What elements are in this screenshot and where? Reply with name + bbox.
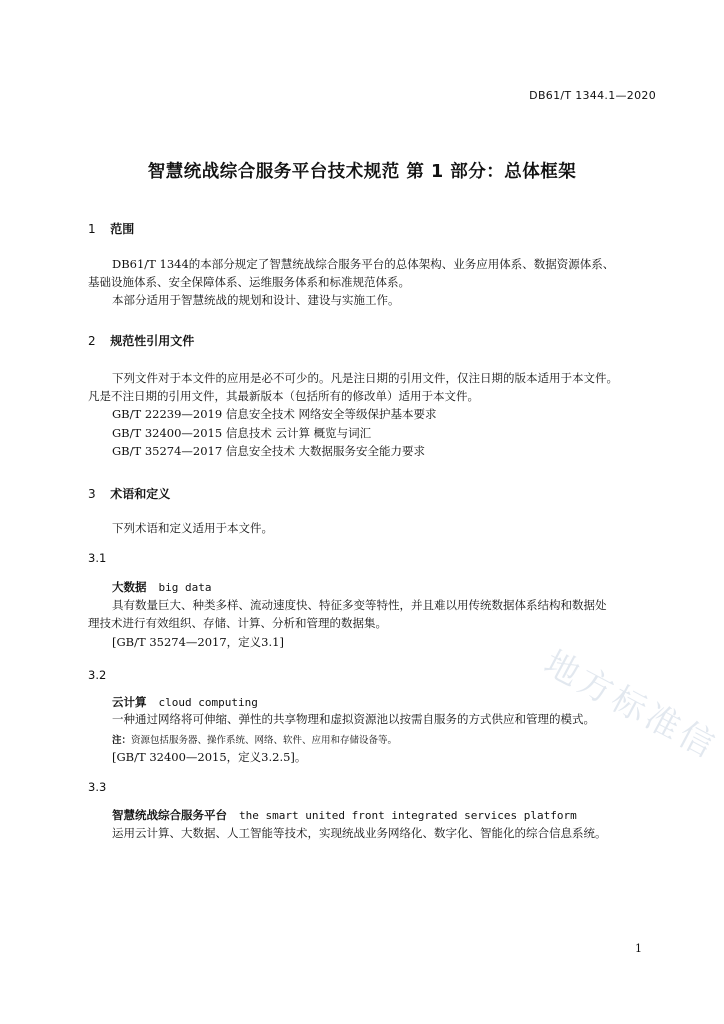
document-code: DB61/T 1344.1—2020 — [529, 89, 656, 102]
term-3-2-chinese: 云计算 — [112, 695, 147, 709]
term-3-1-definition-line-2: 理技术进行有效组织、存储、计算、分析和管理的数据集。 — [88, 616, 387, 630]
section-1-number: 1 — [88, 222, 96, 236]
section-2-number: 2 — [88, 334, 96, 348]
reference-item: GB/T 32400—2015 信息技术 云计算 概览与词汇 — [112, 426, 372, 440]
section-1-para-1-line-2: 基础设施体系、安全保障体系、运维服务体系和标准规范体系。 — [88, 275, 410, 289]
section-2-para-line-1: 下列文件对于本文件的应用是必不可少的。凡是注日期的引用文件，仅注日期的版本适用于本文件。 — [112, 371, 618, 385]
term-3-3-number: 3.3 — [88, 780, 107, 794]
section-3-intro: 下列术语和定义适用于本文件。 — [112, 521, 273, 535]
term-3-3-english: the smart united front integrated services platform — [239, 809, 577, 822]
term-3-2-name — [112, 694, 258, 710]
reference-item: GB/T 35274—2017 信息安全技术 大数据服务安全能力要求 — [112, 444, 425, 458]
term-3-2-note — [112, 732, 397, 746]
section-2-para-line-2: 凡是不注日期的引用文件，其最新版本（包括所有的修改单）适用于本文件。 — [88, 389, 479, 403]
term-3-3-chinese: 智慧统战综合服务平台 — [112, 808, 227, 822]
term-3-1-number: 3.1 — [88, 551, 107, 565]
section-1-title: 范围 — [110, 222, 135, 236]
section-1-para-1-line-1: DB61/T 1344的本部分规定了智慧统战综合服务平台的总体架构、业务应用体系、数据资源体系、 — [112, 257, 615, 271]
term-3-3-name — [112, 807, 577, 823]
term-3-1-english: big data — [158, 581, 212, 594]
note-text: 资源包括服务器、操作系统、网络、软件、应用和存储设备等。 — [131, 735, 398, 746]
term-3-1-chinese: 大数据 — [112, 580, 147, 594]
term-3-2-number: 3.2 — [88, 668, 107, 682]
term-3-2-definition: 一种通过网络将可伸缩、弹性的共享物理和虚拟资源池以按需自服务的方式供应和管理的模式。 — [112, 712, 595, 726]
section-2-heading — [88, 332, 194, 349]
term-3-1-name — [112, 579, 211, 595]
term-3-1-definition-line-1: 具有数量巨大、种类多样、流动速度快、特征多变等特性，并且难以用传统数据体系结构和数据处 — [112, 598, 607, 612]
term-3-2-english: cloud computing — [158, 696, 258, 709]
note-label: 注： — [112, 735, 132, 746]
term-3-1-source: [GB/T 35274—2017，定义3.1] — [112, 635, 284, 649]
document-title: 智慧统战综合服务平台技术规范 第 1 部分：总体框架 — [147, 162, 577, 182]
section-2-title: 规范性引用文件 — [110, 334, 195, 348]
section-3-heading — [88, 485, 170, 502]
section-3-title: 术语和定义 — [110, 487, 171, 501]
section-3-number: 3 — [88, 487, 96, 501]
term-3-2-source: [GB/T 32400—2015，定义3.2.5]。 — [112, 750, 307, 764]
section-1-heading — [88, 220, 134, 237]
section-1-para-2: 本部分适用于智慧统战的规划和设计、建设与实施工作。 — [112, 293, 400, 307]
reference-item: GB/T 22239—2019 信息安全技术 网络安全等级保护基本要求 — [112, 407, 437, 421]
watermark: 地方标准信 — [537, 643, 724, 768]
page-number: 1 — [635, 942, 642, 955]
term-3-3-definition: 运用云计算、大数据、人工智能等技术，实现统战业务网络化、数字化、智能化的综合信息系统。 — [112, 826, 607, 840]
